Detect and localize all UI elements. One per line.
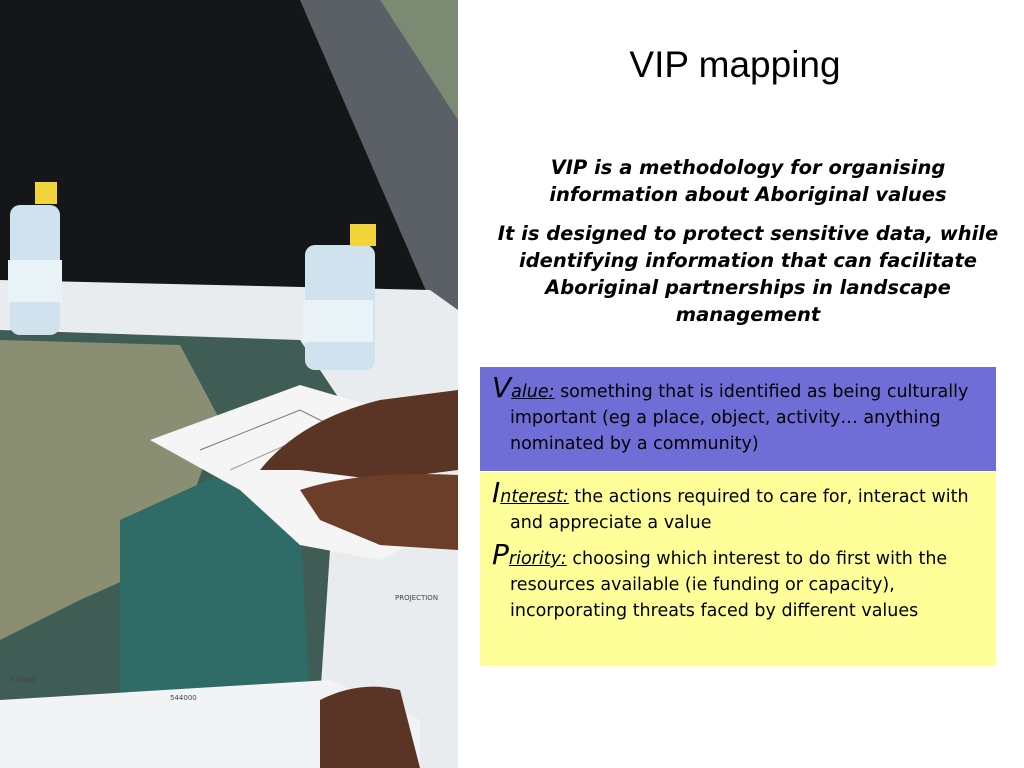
value-term: alue: — [511, 382, 555, 402]
interest-initial: I — [492, 476, 501, 509]
value-initial: V — [492, 371, 512, 404]
priority-text: choosing which interest to do first with the resources available (ie funding or capacity), incorporating threats faced by different values — [510, 549, 948, 621]
interest-definition — [492, 476, 986, 536]
slide-title: VIP mapping — [629, 44, 841, 85]
interest-text: the actions required to care for, interact with and appreciate a value — [510, 487, 969, 533]
photo-people-with-map-on-car — [0, 0, 458, 768]
priority-definition — [492, 538, 986, 624]
interest-priority-box — [480, 472, 996, 666]
interest-term: nterest: — [500, 487, 569, 507]
intro-line-1: VIP is a methodology for organising information about Aboriginal values — [549, 156, 947, 206]
map-label: 544000 — [170, 694, 197, 702]
value-definition — [492, 371, 986, 457]
value-box — [480, 367, 996, 471]
map-label: 543000 — [10, 676, 37, 684]
intro-line-2: It is designed to protect sensitive data, while identifying information that can facilitate Aboriginal partnerships in landscape management — [497, 222, 999, 326]
priority-initial: P — [492, 538, 509, 571]
intro-text — [486, 154, 1010, 340]
map-label: PROJECTION — [395, 594, 439, 602]
priority-term: riority: — [508, 549, 567, 569]
value-text: something that is identified as being culturally important (eg a place, object, activity… anything nominated by a community) — [510, 382, 969, 454]
